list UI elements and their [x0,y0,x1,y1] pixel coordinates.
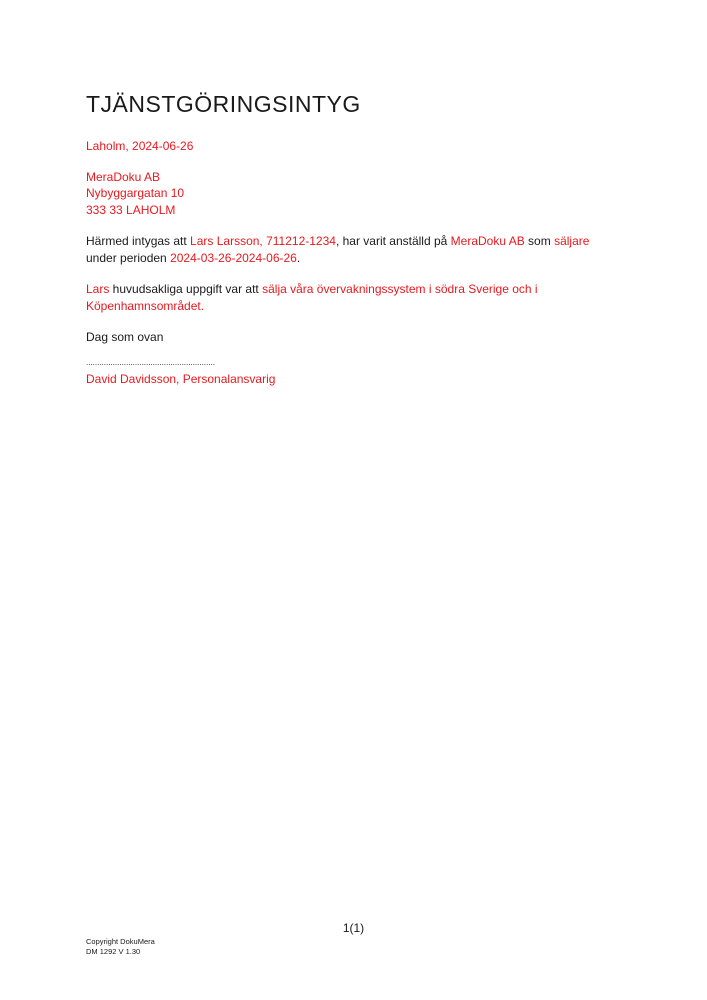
footer-version: DM 1292 V 1.30 [86,947,141,956]
signature-line: .......................................................... [86,357,215,367]
footer-copyright: Copyright DokuMera [86,937,155,946]
employment-line-2 [86,250,626,267]
closing-text: Dag som ovan [86,330,164,344]
duties-paragraph [86,281,626,314]
document-footer [86,937,155,957]
document-title: TJÄNSTGÖRINGSINTYG [86,91,361,117]
place-date: Laholm, 2024-06-26 [86,139,194,153]
employee-role: säljare [554,234,590,248]
company-street: Nybyggargatan 10 [86,186,185,200]
employee-first-name: Lars [86,282,110,296]
employment-line-1 [86,233,626,250]
duties-task-2: Köpenhamnsområdet [86,298,201,313]
company-name: MeraDoku AB [86,169,161,184]
employee-name-id: Lars Larsson, 711212-1234 [190,234,336,248]
employment-paragraph [86,233,626,266]
employment-text-2: , har varit anställd på [335,234,451,248]
employer-name: MeraDoku AB [450,234,525,248]
duties-text-1: huvudsakliga uppgift var att [109,282,263,296]
duties-line-1 [86,281,626,298]
employment-text-5: . [296,250,301,265]
duties-line-2 [86,298,626,315]
employment-text-3: som [524,234,555,248]
duties-task-1: sälja våra övervakningssystem i södra Sverige och i [262,282,538,296]
employment-text-1: Härmed intygas att [86,234,191,248]
document-content [86,88,626,387]
company-address [86,169,626,219]
page-number: 1(1) [342,921,365,935]
employment-text-4: under perioden [86,250,171,265]
duties-text-2: . [200,298,205,313]
company-postal: 333 33 LAHOLM [86,202,176,217]
signatory: David Davidsson, Personalansvarig [86,371,276,386]
employment-period: 2024-03-26-2024-06-26 [170,250,297,265]
